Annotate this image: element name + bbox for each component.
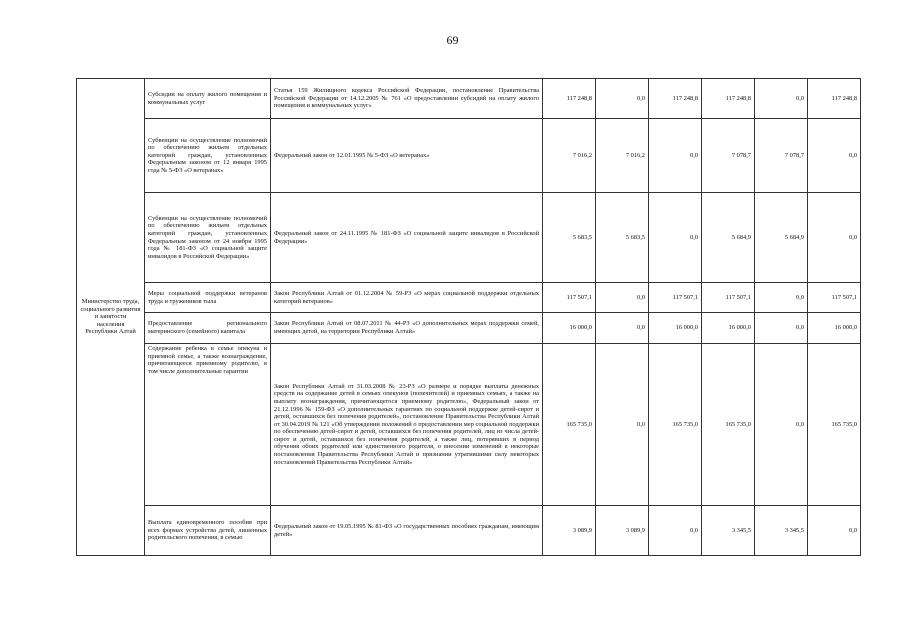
value-cell: 7 078,7 [755,119,808,193]
value-cell: 5 684,9 [755,193,808,283]
row-name: Содержание ребенка в семье опекуна и приемной семье, а также вознаграждение, причитающееся приемному родителю, в том числе дополнительные гарантии [145,344,271,506]
value-cell: 16 000,0 [702,313,755,344]
ministry-cell: Министерство труда, социального развития и занятости населения Республики Алтай [77,79,145,556]
row-name: Субсидии на оплату жилого помещения и коммунальных услуг [145,79,271,119]
value-cell: 0,0 [649,119,702,193]
table-row [77,79,861,119]
value-cell: 0,0 [649,193,702,283]
value-cell: 117 248,8 [543,79,596,119]
page-number: 69 [446,33,459,47]
value-cell: 5 683,5 [543,193,596,283]
value-cell: 5 684,9 [702,193,755,283]
row-legal-basis: Закон Республики Алтай от 08.07.2011 № 44-РЗ «О дополнительных мерах поддержки семей, имеющих детей, на территории Республики Алтай» [271,313,543,344]
value-cell: 7 078,7 [702,119,755,193]
row-name: Выплата единовременного пособия при всех формах устройства детей, лишенных родительского попечения, в семью [145,506,271,556]
value-cell: 16 000,0 [649,313,702,344]
value-cell: 117 507,1 [808,283,861,313]
value-cell: 0,0 [649,506,702,556]
table-row [77,344,861,506]
table-row [77,506,861,556]
row-legal-basis: Федеральный закон от 24.11.1995 № 181-ФЗ «О социальной защите инвалидов в Российской Федерации» [271,193,543,283]
value-cell: 117 248,8 [649,79,702,119]
table-row [77,193,861,283]
table-row [77,283,861,313]
value-cell: 0,0 [755,79,808,119]
value-cell: 0,0 [596,313,649,344]
value-cell: 5 683,5 [596,193,649,283]
value-cell: 117 248,8 [702,79,755,119]
value-cell: 0,0 [755,313,808,344]
budget-table [76,78,861,556]
table-row [77,119,861,193]
value-cell: 117 507,1 [702,283,755,313]
value-cell: 16 000,0 [808,313,861,344]
value-cell: 165 735,0 [808,344,861,506]
value-cell: 0,0 [755,344,808,506]
value-cell: 117 507,1 [649,283,702,313]
row-name: Субвенции на осуществление полномочий по обеспечению жильем отдельных категорий граждан, установленных Федеральным законом от 24 ноября 1995 года № 181-ФЗ «О социальной защите инвалидов в Российской Федерации» [145,193,271,283]
value-cell: 165 735,0 [702,344,755,506]
value-cell: 165 735,0 [649,344,702,506]
value-cell: 3 345,5 [755,506,808,556]
value-cell: 7 016,2 [543,119,596,193]
value-cell: 117 248,8 [808,79,861,119]
row-name: Меры социальной поддержки ветеранов труда и тружеников тыла [145,283,271,313]
row-legal-basis: Статья 159 Жилищного кодекса Российской Федерации, постановление Правительства Российской Федерации от 14.12.2005 № 761 «О предоставлении субсидий на оплату жилого помещения и коммунальных услуг» [271,79,543,119]
value-cell: 3 089,9 [596,506,649,556]
row-legal-basis: Федеральный закон от 19.05.1995 № 81-ФЗ «О государственных пособиях гражданам, имеющим детей» [271,506,543,556]
value-cell: 0,0 [596,283,649,313]
value-cell: 7 016,2 [596,119,649,193]
value-cell: 0,0 [808,119,861,193]
table-row [77,313,861,344]
value-cell: 165 735,0 [543,344,596,506]
row-legal-basis: Закон Республики Алтай от 31.03.2008 № 23-РЗ «О размере и порядке выплаты денежных средств на содержание детей в семьях опекунов (попечителей) и приемных семьях, а также на выплату вознаграждения, причитающегося приемному родителю», Федеральный закон от 21.12.1996 № 159-ФЗ «О дополнительных гарантиях по социальной поддержке детей-сирот и детей, оставшихся без попечения родителей», постановление Правительства Республики Алтай от 30.04.2019 № 121 «Об утверждении положений о предоставлении мер социальной поддержки по обеспечению детей-сирот и детей, оставшихся без попечения родителей, лиц из числа детей-сирот и детей, оставшихся без попечения родителей, а также лиц, потерявших в период обучения обоих родителей или единственного родителя, о внесении изменений в некоторые постановления Правительства Республики Алтай и признании утратившими силу некоторых постановлений Правительства Республики Алтай» [271,344,543,506]
row-name: Предоставление регионального материнского (семейного) капитала [145,313,271,344]
row-legal-basis: Федеральный закон от 12.01.1995 № 5-ФЗ «О ветеранах» [271,119,543,193]
value-cell: 0,0 [596,344,649,506]
value-cell: 3 089,9 [543,506,596,556]
value-cell: 3 345,5 [702,506,755,556]
row-name: Субвенции на осуществление полномочий по обеспечению жильем отдельных категорий граждан, установленных Федеральным законом от 12 января 1995 года № 5-ФЗ «О ветеранах» [145,119,271,193]
value-cell: 16 000,0 [543,313,596,344]
value-cell: 0,0 [808,506,861,556]
value-cell: 0,0 [596,79,649,119]
value-cell: 117 507,1 [543,283,596,313]
value-cell: 0,0 [755,283,808,313]
value-cell: 0,0 [808,193,861,283]
row-legal-basis: Закон Республики Алтай от 01.12.2004 № 59-РЗ «О мерах социальной поддержки отдельных категорий ветеранов» [271,283,543,313]
